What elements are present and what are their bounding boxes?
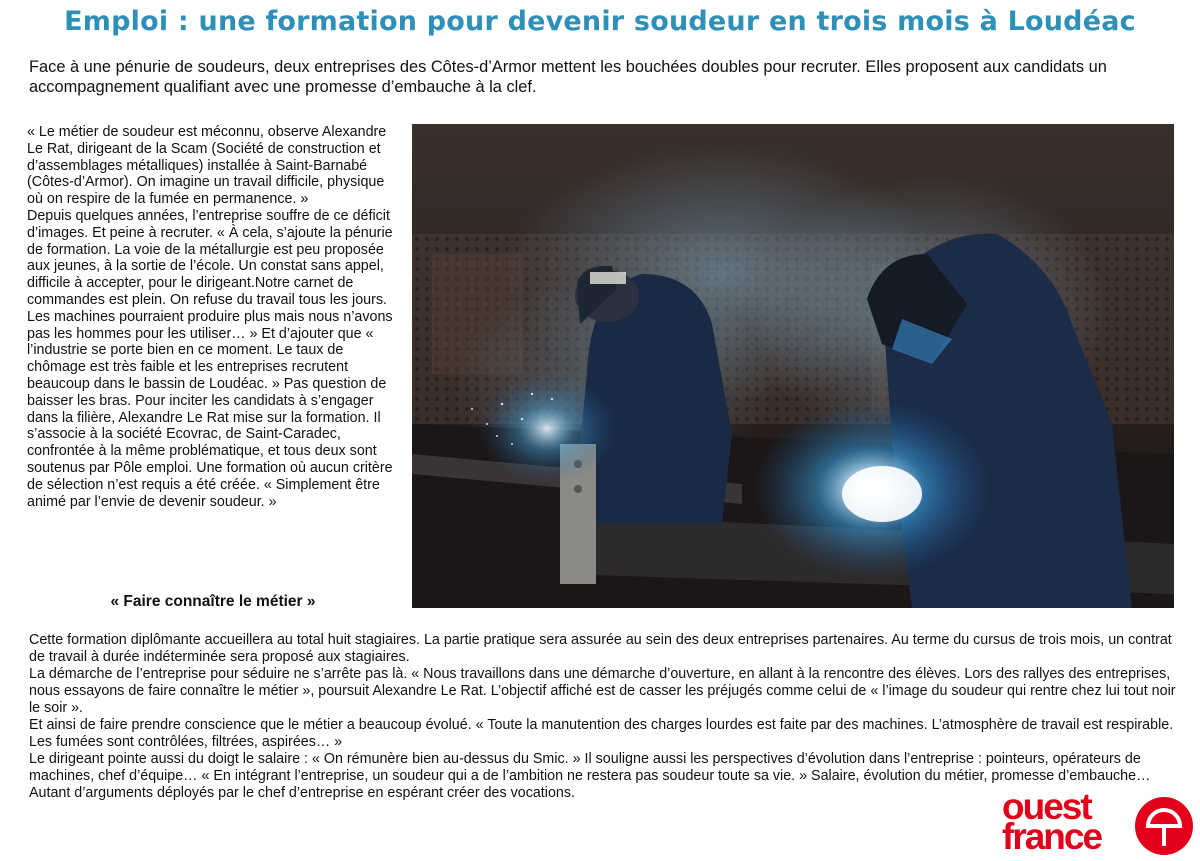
bottom-column	[29, 632, 1189, 802]
bottom-paragraph-2: La démarche de l’entreprise pour séduire ne s’arrête pas là. « Nous travaillons dans une démarche d’ouverture, en allant à la rencontre des élèves. Lors des rallyes des entreprises, nous essayons de faire connaître le métier », poursuit Alexandre Le Rat. L’objectif affiché est de casser les préjugés comme celui de « l’image du soudeur qui rentre chez lui tout noir le soir ».	[29, 666, 1176, 716]
welders-photo	[412, 124, 1174, 608]
article-lede: Face à une pénurie de soudeurs, deux entreprises des Côtes-d’Armor mettent les bouchées doubles pour recruter. Elles proposent aux candidats un accompagnement qualifiant avec une promesse d’embauche à la clef.	[29, 58, 1107, 96]
bottom-paragraph-1: Cette formation diplômante accueillera au total huit stagiaires. La partie pratique sera assurée au sein des deux entreprises partenaires. Au terme du cursus de trois mois, un contrat de travail à durée indéterminée sera proposé aux stagiaires.	[29, 632, 1172, 665]
bottom-paragraph-4: Le dirigeant pointe aussi du doigt le salaire : « On rémunère bien au-dessus du Smic. » Il souligne aussi les perspectives d’évolution dans l’entreprise : pointeurs, opérateurs de machines, chef d’équipe… « En intégrant l’entreprise, un soudeur qui a de l’ambition ne restera pas soudeur toute sa vie. » Salaire, évolution du métier, promesse d’embauche… Autant d’arguments déployés par le chef d’entreprise en espérant créer des vocations.	[29, 751, 1151, 801]
ouest-france-logo	[1000, 786, 1196, 858]
logo-wordmark	[1002, 786, 1142, 857]
logo-line-2: france	[1002, 816, 1102, 857]
article-title: Emploi : une formation pour devenir soudeur en trois mois à Loudéac	[64, 6, 1136, 37]
logo-line-1: ouest	[1002, 786, 1091, 827]
bottom-paragraph-3: Et ainsi de faire prendre conscience que le métier a beaucoup évolué. « Toute la manutention des charges lourdes est faite par des machines. L’atmosphère de travail est respirable. Les fumées sont contrôlées, filtrées, aspirées… »	[29, 717, 1174, 750]
left-paragraph-1: « Le métier de soudeur est méconnu, observe Alexandre Le Rat, dirigeant de la Scam (Société de construction et d’assemblages métalliques) installée à Saint-Barnabé (Côtes-d’Armor). On imagine un travail difficile, physique où on respire de la fumée en permanence. »	[27, 124, 387, 208]
section-subheading: « Faire connaître le métier »	[110, 593, 316, 610]
logo-circle-icon	[1134, 796, 1194, 856]
left-column	[27, 124, 399, 510]
left-paragraph-2: Depuis quelques années, l’entreprise souffre de ce déficit d’images. Et peine à recruter. « À cela, s’ajoute la pénurie de formation. La voie de la métallurgie est peu proposée aux jeunes, à la sortie de l’école. Un constat sans appel, difficile à accepter, pour le dirigeant.Notre carnet de commandes est plein. On refuse du travail tous les jours. Les machines pourraient produire plus mais nous n’avons pas les hommes pour les utiliser… » Et d’ajouter que « l’industrie se porte bien en ce moment. Le taux de chômage est très faible et les entreprises recrutent beaucoup dans le bassin de Loudéac. » Pas question de baisser les bras. Pour inciter les candidats à s’engager dans la filière, Alexandre Le Rat mise sur la formation. Il s’associe à la société Ecovrac, de Saint-Caradec, confrontée à la même problématique, et tous deux sont soutenus par Pôle emploi. Une formation où aucun critère de sélection n’est requis a été créée. « Simplement être animé par l’envie de devenir soudeur. »	[27, 207, 393, 510]
